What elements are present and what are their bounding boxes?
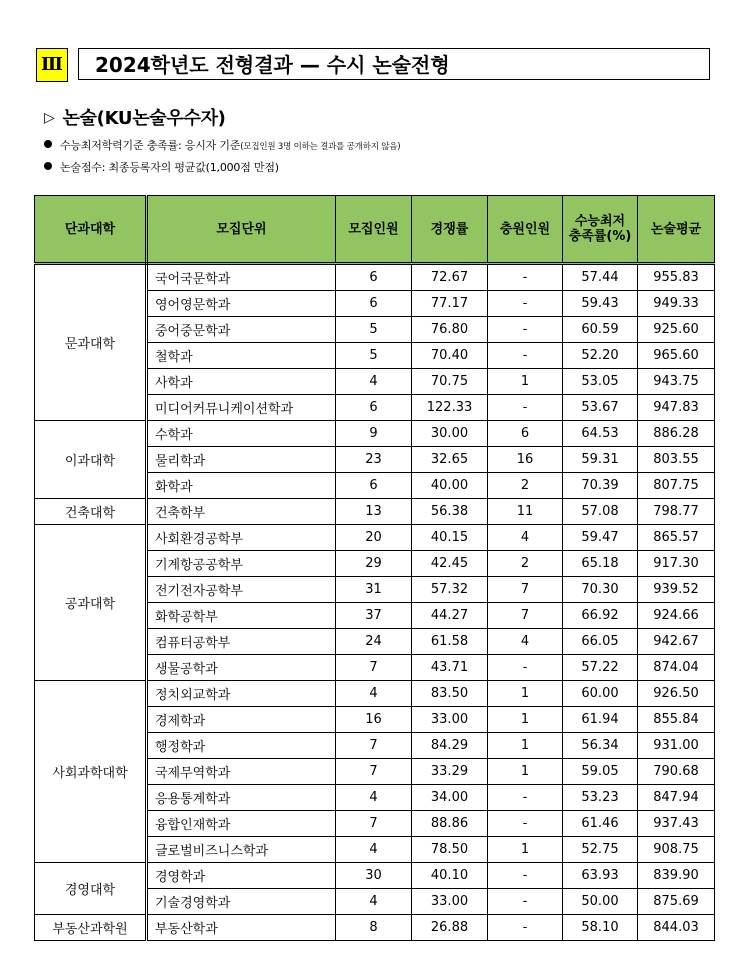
essay-avg-cell: 939.52 <box>638 577 715 603</box>
department-cell: 생물공학과 <box>147 655 336 681</box>
essay-avg-cell: 807.75 <box>638 473 715 499</box>
quota-cell: 4 <box>336 369 412 395</box>
csat-rate-cell: 52.75 <box>563 837 638 863</box>
quota-cell: 37 <box>336 603 412 629</box>
quota-cell: 6 <box>336 473 412 499</box>
csat-rate-cell: 58.10 <box>563 915 638 941</box>
department-cell: 국제무역학과 <box>147 759 336 785</box>
quota-cell: 4 <box>336 889 412 915</box>
essay-avg-cell: 917.30 <box>638 551 715 577</box>
additional-cell: - <box>488 785 563 811</box>
quota-cell: 7 <box>336 655 412 681</box>
competition-cell: 34.00 <box>412 785 488 811</box>
table-header-row <box>35 196 715 264</box>
note-item <box>44 137 400 153</box>
essay-avg-cell: 942.67 <box>638 629 715 655</box>
additional-cell: 4 <box>488 629 563 655</box>
additional-cell: 1 <box>488 837 563 863</box>
table-row <box>35 421 715 447</box>
section-title: 논술(KU논술우수자) <box>62 108 226 129</box>
essay-avg-cell: 931.00 <box>638 733 715 759</box>
additional-cell: 7 <box>488 577 563 603</box>
competition-cell: 83.50 <box>412 681 488 707</box>
competition-cell: 84.29 <box>412 733 488 759</box>
essay-avg-cell: 926.50 <box>638 681 715 707</box>
department-cell: 컴퓨터공학부 <box>147 629 336 655</box>
college-cell: 경영대학 <box>35 863 147 915</box>
competition-cell: 61.58 <box>412 629 488 655</box>
csat-rate-cell: 60.59 <box>563 317 638 343</box>
quota-cell: 13 <box>336 499 412 525</box>
essay-avg-cell: 908.75 <box>638 837 715 863</box>
table-row <box>35 525 715 551</box>
essay-avg-cell: 886.28 <box>638 421 715 447</box>
csat-rate-cell: 59.43 <box>563 291 638 317</box>
department-cell: 융합인재학과 <box>147 811 336 837</box>
table-row <box>35 264 715 291</box>
college-cell: 문과대학 <box>35 264 147 421</box>
additional-cell: - <box>488 395 563 421</box>
quota-cell: 4 <box>336 681 412 707</box>
table-row <box>35 499 715 525</box>
quota-cell: 7 <box>336 733 412 759</box>
college-cell: 공과대학 <box>35 525 147 681</box>
essay-avg-cell: 949.33 <box>638 291 715 317</box>
department-cell: 중어중문학과 <box>147 317 336 343</box>
note-text: 논술점수: 최종등록자의 평균값(1,000점 만점) <box>60 161 279 174</box>
table-body <box>35 264 715 941</box>
col-header-quota: 모집인원 <box>336 196 412 264</box>
additional-cell: 2 <box>488 551 563 577</box>
department-cell: 국어국문학과 <box>147 264 336 291</box>
additional-cell: 4 <box>488 525 563 551</box>
competition-cell: 40.00 <box>412 473 488 499</box>
csat-rate-cell: 70.30 <box>563 577 638 603</box>
essay-avg-cell: 947.83 <box>638 395 715 421</box>
csat-rate-cell: 59.05 <box>563 759 638 785</box>
competition-cell: 88.86 <box>412 811 488 837</box>
essay-avg-cell: 865.57 <box>638 525 715 551</box>
bullet-icon <box>44 162 52 170</box>
essay-avg-cell: 937.43 <box>638 811 715 837</box>
quota-cell: 8 <box>336 915 412 941</box>
competition-cell: 56.38 <box>412 499 488 525</box>
essay-avg-cell: 924.66 <box>638 603 715 629</box>
additional-cell: 11 <box>488 499 563 525</box>
essay-avg-cell: 844.03 <box>638 915 715 941</box>
department-cell: 영어영문학과 <box>147 291 336 317</box>
competition-cell: 42.45 <box>412 551 488 577</box>
quota-cell: 5 <box>336 317 412 343</box>
csat-rate-cell: 61.94 <box>563 707 638 733</box>
quota-cell: 29 <box>336 551 412 577</box>
csat-rate-cell: 65.18 <box>563 551 638 577</box>
csat-rate-cell: 61.46 <box>563 811 638 837</box>
additional-cell: 1 <box>488 369 563 395</box>
additional-cell: 6 <box>488 421 563 447</box>
competition-cell: 33.00 <box>412 707 488 733</box>
department-cell: 화학공학부 <box>147 603 336 629</box>
additional-cell: - <box>488 317 563 343</box>
quota-cell: 7 <box>336 759 412 785</box>
col-header-csat-rate: 수능최저 충족률(%) <box>563 196 638 264</box>
department-cell: 부동산학과 <box>147 915 336 941</box>
csat-rate-cell: 60.00 <box>563 681 638 707</box>
essay-avg-cell: 847.94 <box>638 785 715 811</box>
competition-cell: 30.00 <box>412 421 488 447</box>
csat-rate-cell: 66.05 <box>563 629 638 655</box>
csat-rate-cell: 52.20 <box>563 343 638 369</box>
section-heading <box>44 104 226 130</box>
col-header-college: 단과대학 <box>35 196 147 264</box>
essay-avg-cell: 955.83 <box>638 264 715 291</box>
quota-cell: 16 <box>336 707 412 733</box>
competition-cell: 78.50 <box>412 837 488 863</box>
quota-cell: 7 <box>336 811 412 837</box>
department-cell: 사회환경공학부 <box>147 525 336 551</box>
competition-cell: 72.67 <box>412 264 488 291</box>
essay-avg-cell: 790.68 <box>638 759 715 785</box>
competition-cell: 43.71 <box>412 655 488 681</box>
essay-avg-cell: 855.84 <box>638 707 715 733</box>
additional-cell: 1 <box>488 681 563 707</box>
csat-rate-cell: 50.00 <box>563 889 638 915</box>
college-cell: 사회과학대학 <box>35 681 147 863</box>
csat-rate-cell: 57.44 <box>563 264 638 291</box>
competition-cell: 33.29 <box>412 759 488 785</box>
essay-avg-cell: 803.55 <box>638 447 715 473</box>
competition-cell: 77.17 <box>412 291 488 317</box>
csat-rate-cell: 59.31 <box>563 447 638 473</box>
department-cell: 경영학과 <box>147 863 336 889</box>
department-cell: 수학과 <box>147 421 336 447</box>
additional-cell: - <box>488 863 563 889</box>
quota-cell: 31 <box>336 577 412 603</box>
department-cell: 정치외교학과 <box>147 681 336 707</box>
additional-cell: - <box>488 889 563 915</box>
csat-rate-cell: 57.22 <box>563 655 638 681</box>
section-number: Ⅲ <box>36 48 68 82</box>
csat-rate-cell: 57.08 <box>563 499 638 525</box>
additional-cell: 1 <box>488 707 563 733</box>
col-header-competition: 경쟁률 <box>412 196 488 264</box>
additional-cell: 1 <box>488 759 563 785</box>
quota-cell: 23 <box>336 447 412 473</box>
table-row <box>35 863 715 889</box>
quota-cell: 4 <box>336 837 412 863</box>
note-item <box>44 159 279 175</box>
additional-cell: 16 <box>488 447 563 473</box>
additional-cell: - <box>488 264 563 291</box>
competition-cell: 33.00 <box>412 889 488 915</box>
quota-cell: 20 <box>336 525 412 551</box>
additional-cell: - <box>488 343 563 369</box>
essay-avg-cell: 925.60 <box>638 317 715 343</box>
csat-rate-cell: 66.92 <box>563 603 638 629</box>
essay-avg-cell: 943.75 <box>638 369 715 395</box>
additional-cell: 1 <box>488 733 563 759</box>
competition-cell: 26.88 <box>412 915 488 941</box>
title-box <box>36 48 712 82</box>
csat-rate-cell: 70.39 <box>563 473 638 499</box>
competition-cell: 57.32 <box>412 577 488 603</box>
additional-cell: 7 <box>488 603 563 629</box>
quota-cell: 4 <box>336 785 412 811</box>
department-cell: 철학과 <box>147 343 336 369</box>
table-row <box>35 915 715 941</box>
department-cell: 물리학과 <box>147 447 336 473</box>
quota-cell: 9 <box>336 421 412 447</box>
triangle-right-icon: ▷ <box>44 110 55 126</box>
essay-avg-cell: 875.69 <box>638 889 715 915</box>
competition-cell: 76.80 <box>412 317 488 343</box>
department-cell: 글로벌비즈니스학과 <box>147 837 336 863</box>
competition-cell: 122.33 <box>412 395 488 421</box>
quota-cell: 6 <box>336 395 412 421</box>
csat-rate-cell: 53.23 <box>563 785 638 811</box>
department-cell: 전기전자공학부 <box>147 577 336 603</box>
additional-cell: - <box>488 811 563 837</box>
csat-rate-cell: 53.67 <box>563 395 638 421</box>
quota-cell: 24 <box>336 629 412 655</box>
department-cell: 기술경영학과 <box>147 889 336 915</box>
csat-rate-cell: 63.93 <box>563 863 638 889</box>
department-cell: 기계항공공학부 <box>147 551 336 577</box>
col-header-essay-avg: 논술평균 <box>638 196 715 264</box>
note-subtext: (모집인원 3명 이하는 결과를 공개하지 않음) <box>240 142 401 152</box>
quota-cell: 6 <box>336 264 412 291</box>
competition-cell: 44.27 <box>412 603 488 629</box>
csat-rate-cell: 56.34 <box>563 733 638 759</box>
additional-cell: - <box>488 655 563 681</box>
table-row <box>35 681 715 707</box>
page-title: 2024학년도 전형결과 — 수시 논술전형 <box>78 48 710 80</box>
competition-cell: 70.75 <box>412 369 488 395</box>
college-cell: 부동산과학원 <box>35 915 147 941</box>
note-text: 수능최저학력기준 충족률: 응시자 기준 <box>60 139 241 152</box>
essay-avg-cell: 839.90 <box>638 863 715 889</box>
bullet-icon <box>44 140 52 148</box>
quota-cell: 30 <box>336 863 412 889</box>
college-cell: 건축대학 <box>35 499 147 525</box>
additional-cell: - <box>488 915 563 941</box>
competition-cell: 40.10 <box>412 863 488 889</box>
department-cell: 사학과 <box>147 369 336 395</box>
csat-rate-cell: 64.53 <box>563 421 638 447</box>
department-cell: 경제학과 <box>147 707 336 733</box>
competition-cell: 40.15 <box>412 525 488 551</box>
department-cell: 건축학부 <box>147 499 336 525</box>
essay-avg-cell: 965.60 <box>638 343 715 369</box>
quota-cell: 6 <box>336 291 412 317</box>
csat-rate-cell: 59.47 <box>563 525 638 551</box>
essay-avg-cell: 874.04 <box>638 655 715 681</box>
department-cell: 미디어커뮤니케이션학과 <box>147 395 336 421</box>
department-cell: 행정학과 <box>147 733 336 759</box>
competition-cell: 70.40 <box>412 343 488 369</box>
csat-rate-cell: 53.05 <box>563 369 638 395</box>
college-cell: 이과대학 <box>35 421 147 499</box>
additional-cell: 2 <box>488 473 563 499</box>
department-cell: 화학과 <box>147 473 336 499</box>
department-cell: 응용통계학과 <box>147 785 336 811</box>
results-table <box>34 195 715 941</box>
col-header-additional: 충원인원 <box>488 196 563 264</box>
col-header-department: 모집단위 <box>147 196 336 264</box>
quota-cell: 5 <box>336 343 412 369</box>
competition-cell: 32.65 <box>412 447 488 473</box>
additional-cell: - <box>488 291 563 317</box>
essay-avg-cell: 798.77 <box>638 499 715 525</box>
